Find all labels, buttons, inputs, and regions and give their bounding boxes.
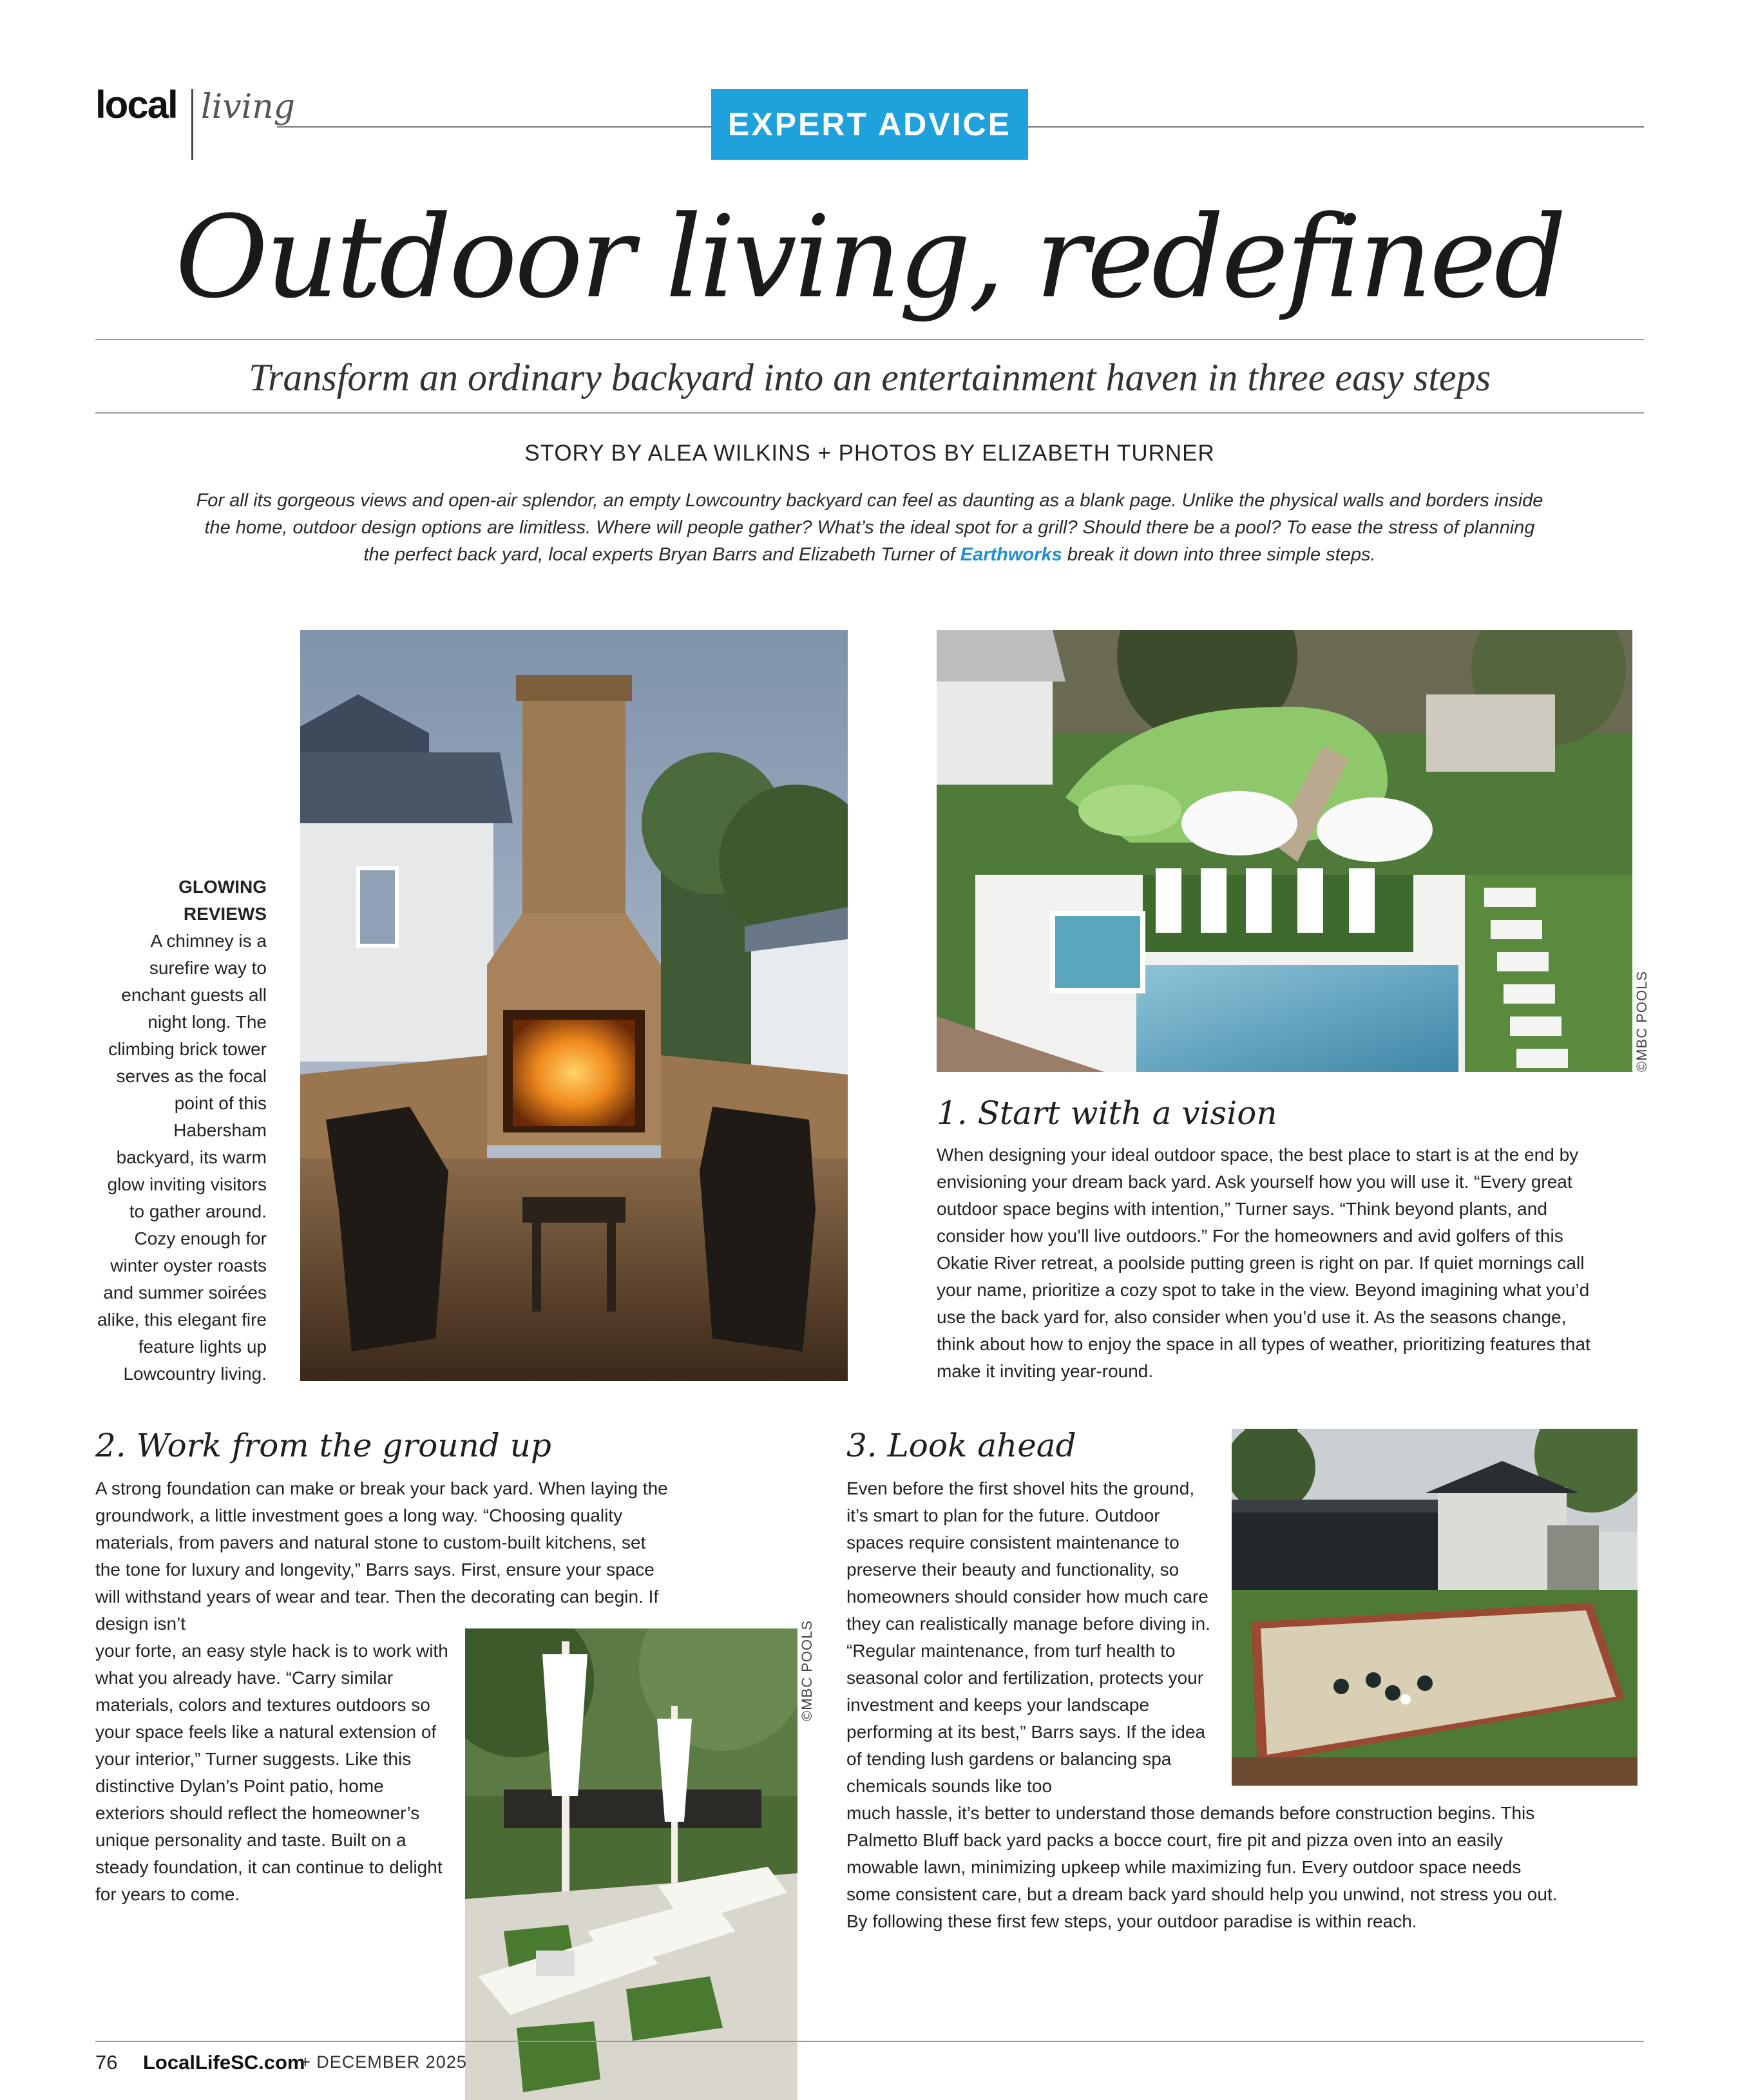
section-1-heading: 1. Start with a vision bbox=[937, 1094, 1277, 1132]
caption-title: GLOWING REVIEWS bbox=[178, 877, 267, 924]
section-3-heading: 3. Look ahead bbox=[846, 1427, 1076, 1464]
section-3-body-part-2: much hassle, it’s better to understand those demands before construction begins. This Palmetto Bluff back yard packs a bocce court, fire pit and pizza oven into an easily mowable lawn, minimizing upkeep while maximizing fun. Every outdoor space needs some consistent care, but a dream back yard should help you unwind, not stress you out. By following these first few steps, your outdoor paradise is within reach. bbox=[846, 1803, 1558, 1931]
byline: STORY BY ALEA WILKINS + PHOTOS BY ELIZABETH TURNER bbox=[524, 441, 1215, 466]
footer-rule bbox=[95, 2041, 1644, 2042]
masthead-brand: local bbox=[95, 83, 177, 126]
masthead-rule-right bbox=[1028, 126, 1644, 128]
section-1-body: When designing your ideal outdoor space, the best place to start is at the end by envisioning your dream back yard. Ask yourself how you will use it. “Every great outdoor space begins with intention,” Turner says. “Think beyond plants, and consider how you’ll live outdoors.” For the homeowners and avid golfers of this Okatie River retreat, a poolside putting green is right on par. If quiet mornings call your name, prioritize a cozy spot to take in the view. Beyond imagining what you’d use the back yard for, also consider when you’d use it. As the seasons change, think about how to enjoy the space in all types of weather, prioritizing features that make it inviting year-round. bbox=[937, 1145, 1590, 1381]
dek-rule-top bbox=[95, 339, 1644, 340]
bocce-court-photo bbox=[1232, 1429, 1638, 1786]
dek: Transform an ordinary backyard into an entertainment haven in three easy steps bbox=[248, 356, 1491, 399]
masthead-section: living bbox=[201, 88, 296, 126]
earthworks-link[interactable]: Earthworks bbox=[960, 544, 1062, 565]
fireplace-photo bbox=[300, 630, 848, 1381]
pool-photo-credit: ©MBC POOLS bbox=[1634, 970, 1650, 1072]
loungers-photo bbox=[465, 1628, 797, 2100]
intro-text-before: For all its gorgeous views and open-air splendor, an empty Lowcountry backyard can feel as daunting as a blank page. Unlike the physical walls and borders inside the home, outdoor design options are limitless. Where will people gather? What’s the ideal spot for a grill? Should there be a pool? To ease the stress of planning the perfect back yard, local experts Bryan Barrs and Elizabeth Turner of bbox=[196, 490, 1543, 565]
intro-paragraph bbox=[193, 487, 1546, 568]
page-number: 76 bbox=[95, 2051, 118, 2074]
section-3-body-part-1: Even before the first shovel hits the ground, it’s smart to plan for the future. Outdoor spaces require consistent maintenance to preserve their beauty and functionality, so homeowners should consider how much care they can realistically manage before diving in. “Regular maintenance, from turf health to seasonal color and fertilization, protects your investment and keeps your landscape performing at its best,” Barrs says. If the idea of tending lush gardens or balancing spa chemicals sounds like too bbox=[846, 1478, 1210, 1796]
section-2-heading: 2. Work from the ground up bbox=[95, 1427, 551, 1464]
photo-caption bbox=[95, 873, 267, 1388]
masthead-divider bbox=[191, 89, 193, 160]
section-2-body-part-1: A strong foundation can make or break your back yard. When laying the groundwork, a little investment goes a long way. “Choosing quality materials, from pavers and natural stone to custom-built kitchens, set the tone for luxury and longevity,” Barrs says. First, ensure your space will withstand years of wear and tear. Then the decorating can begin. If design isn’t bbox=[95, 1478, 668, 1634]
section-tag: EXPERT ADVICE bbox=[711, 89, 1028, 160]
footer-site-link[interactable]: LocalLifeSC.com bbox=[143, 2051, 305, 2074]
intro-text-after: break it down into three simple steps. bbox=[1067, 544, 1376, 565]
loungers-photo-credit: ©MBC POOLS bbox=[799, 1619, 815, 1721]
pool-aerial-photo bbox=[937, 630, 1632, 1072]
caption-body: A chimney is a surefire way to enchant guests all night long. The climbing brick tower serves as the focal point of this Habersham backyard, its warm glow inviting visitors to gather around. Cozy enough for winter oyster roasts and summer soirées alike, this elegant fire feature lights up Lowcountry living. bbox=[97, 931, 267, 1384]
section-2-body-part-2: your forte, an easy style hack is to work with what you already have. “Carry similar materials, colors and textures outdoors so your space feels like a natural extension of your interior,” Turner suggests. Like this distinctive Dylan’s Point patio, home exteriors should reflect the homeowner’s unique personality and taste. Built on a steady foundation, it can continue to delight for years to come. bbox=[95, 1641, 448, 1904]
headline: Outdoor living, redefined bbox=[175, 191, 1564, 323]
footer-issue-date: + DECEMBER 2025 bbox=[300, 2052, 467, 2072]
masthead-rule-left bbox=[277, 126, 715, 128]
dek-rule-bottom bbox=[95, 412, 1644, 414]
